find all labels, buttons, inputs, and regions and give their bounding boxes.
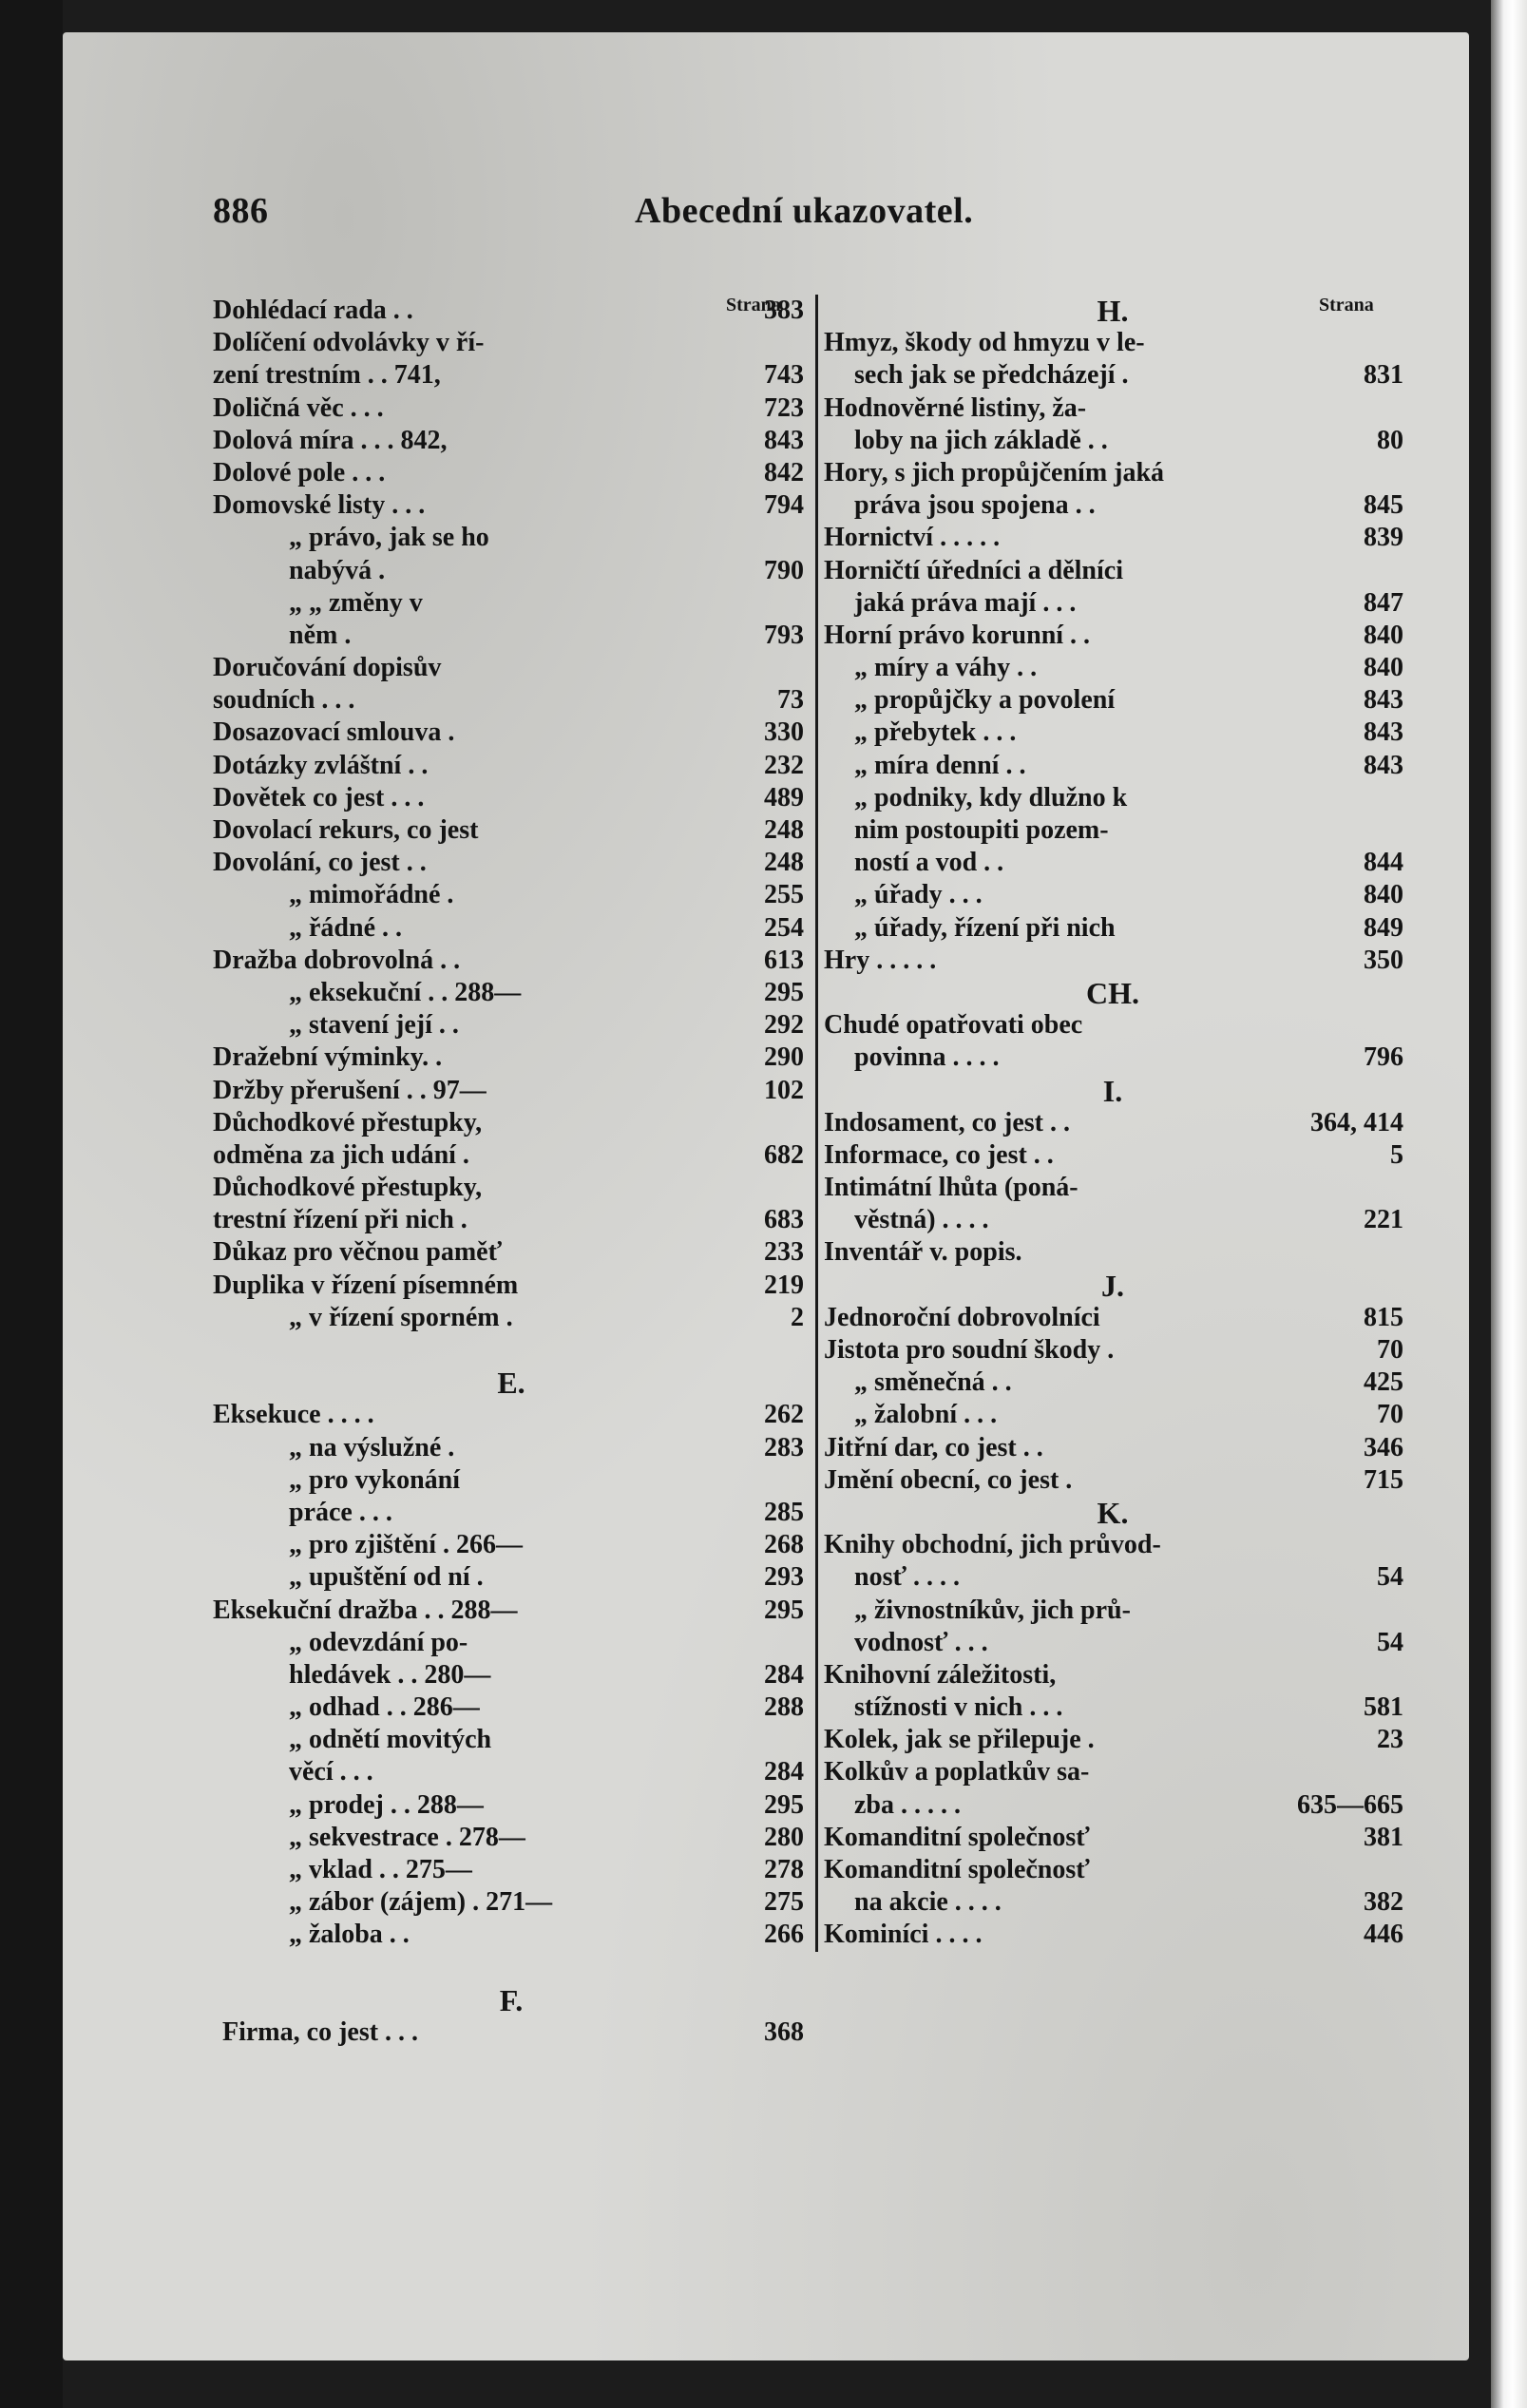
- entry-page: 293: [764, 1562, 804, 1593]
- entry-page: 262: [764, 1400, 804, 1430]
- entry-text: Dovolací rekurs, co jest: [213, 815, 479, 845]
- left-section-heading: [213, 1366, 810, 1399]
- entry-page: 330: [764, 717, 804, 748]
- entry-text: věcí . . .: [289, 1757, 373, 1787]
- entry-page: 295: [764, 1789, 804, 1820]
- right-index-entry: [818, 1659, 1407, 1691]
- entry-page: 73: [777, 685, 804, 716]
- entry-text: Firma, co jest . . .: [222, 2016, 419, 2047]
- entry-text: soudních . . .: [213, 685, 355, 716]
- right-index-entry: [818, 1204, 1407, 1236]
- left-index-entry: [213, 1691, 810, 1724]
- left-index-entry: [213, 652, 810, 684]
- entry-text: vodnosť . . .: [854, 1627, 988, 1657]
- right-index-entry: [818, 717, 1407, 749]
- left-index-entry: [213, 1172, 810, 1204]
- right-index-entry: [818, 555, 1407, 587]
- entry-page: 2: [791, 1302, 804, 1332]
- entry-text: Doličná věc . . .: [213, 392, 384, 423]
- entry-page: 843: [764, 425, 804, 455]
- entry-text: „ eksekuční . . 288—: [289, 977, 522, 1007]
- entry-text: J.: [1101, 1268, 1124, 1303]
- entry-text: E.: [497, 1366, 525, 1401]
- left-index-entry: [213, 392, 810, 425]
- entry-page: 844: [1364, 848, 1403, 878]
- entry-text: hledávek . . 280—: [289, 1659, 491, 1690]
- entry-page: 383: [764, 296, 804, 325]
- left-index-entry: [213, 1107, 810, 1139]
- entry-page: 489: [764, 782, 804, 812]
- entry-page: 845: [1364, 490, 1403, 521]
- entry-page: 364, 414: [1310, 1107, 1403, 1137]
- entry-page: 683: [764, 1205, 804, 1235]
- right-index-entry: [818, 782, 1407, 814]
- entry-text: Chudé opatřovati obec: [824, 1010, 1083, 1041]
- entry-text: Hodnověrné listiny, ža-: [824, 392, 1087, 423]
- entry-text: Eksekuce . . . .: [213, 1400, 374, 1430]
- entry-page: 254: [764, 912, 804, 943]
- left-index-entry: [213, 1822, 810, 1854]
- entry-page: 843: [1364, 750, 1403, 780]
- entry-text: věstná) . . . .: [854, 1205, 989, 1235]
- entry-text: Dohlédací rada . .: [213, 296, 413, 325]
- left-index-entry: [213, 1789, 810, 1822]
- entry-page: 346: [1364, 1432, 1403, 1462]
- entry-text: Horničtí úředníci a dělníci: [824, 555, 1123, 585]
- entry-text: zba . . . . .: [854, 1789, 961, 1820]
- right-index-entry: [818, 814, 1407, 847]
- entry-page: 248: [764, 848, 804, 878]
- left-index-entry: [213, 1075, 810, 1107]
- left-index-entry: [213, 1139, 810, 1172]
- entry-page: 793: [764, 620, 804, 650]
- left-index-entry: [213, 425, 810, 457]
- entry-page: 682: [764, 1139, 804, 1170]
- right-index-entry: [818, 1886, 1407, 1919]
- entry-page: 284: [764, 1659, 804, 1690]
- entry-page: 221: [1364, 1205, 1403, 1235]
- left-index-entry: [213, 1627, 810, 1659]
- right-page-column-label: Strana: [1319, 295, 1374, 315]
- entry-text: „ na výslužné .: [289, 1432, 455, 1462]
- entry-page: 23: [1377, 1725, 1403, 1755]
- entry-text: Jednoroční dobrovolníci: [824, 1302, 1100, 1332]
- left-index-entry: [213, 620, 810, 652]
- left-index-entry: [213, 1886, 810, 1919]
- page-number: 886: [213, 191, 269, 231]
- entry-text: loby na jich základě . .: [854, 425, 1108, 455]
- right-index-entry: [818, 847, 1407, 879]
- right-section-heading: [818, 1075, 1407, 1107]
- entry-page: 288: [764, 1692, 804, 1723]
- right-index-entry: [818, 1399, 1407, 1431]
- left-index-entry: [213, 489, 810, 522]
- left-index-entry: [213, 1952, 810, 1984]
- entry-text: něm .: [289, 620, 352, 650]
- right-index-entry: [818, 1334, 1407, 1366]
- entry-page: 743: [764, 360, 804, 391]
- entry-text: Knihovní záležitosti,: [824, 1659, 1057, 1690]
- left-index-entry: [213, 1659, 810, 1691]
- left-index-entry: [213, 1464, 810, 1497]
- entry-text: Kolkův a poplatkův sa-: [824, 1757, 1090, 1787]
- page-edge: [1491, 0, 1527, 2408]
- entry-page: 248: [764, 815, 804, 845]
- entry-page: 255: [764, 880, 804, 910]
- entry-text: „ řádné . .: [289, 912, 402, 943]
- entry-text: „ propůjčky a povolení: [854, 685, 1116, 716]
- entry-page: 613: [764, 945, 804, 975]
- entry-text: Dotázky zvláštní . .: [213, 750, 429, 780]
- entry-text: stížnosti v nich . . .: [854, 1692, 1063, 1723]
- left-index-entry: [213, 1042, 810, 1074]
- left-index-entry: [213, 1236, 810, 1269]
- left-index-entry: [213, 1497, 810, 1529]
- entry-text: „ stavení její . .: [289, 1010, 459, 1041]
- entry-text: Horní právo korunní . .: [824, 620, 1091, 650]
- left-index-entry: [213, 295, 810, 327]
- right-index-entry: [818, 1724, 1407, 1756]
- entry-text: Dosazovací smlouva .: [213, 717, 455, 748]
- right-index-entry: [818, 1822, 1407, 1854]
- entry-text: „ míra denní . .: [854, 750, 1026, 780]
- left-index-entry: [213, 912, 810, 945]
- entry-text: Důkaz pro věčnou paměť: [213, 1237, 503, 1268]
- entry-text: „ směnečná . .: [854, 1367, 1012, 1398]
- left-section-heading: [213, 1984, 810, 2016]
- entry-page: 275: [764, 1887, 804, 1918]
- entry-page: 350: [1364, 945, 1403, 975]
- entry-page: 382: [1364, 1887, 1403, 1918]
- entry-text: odměna za jich udání .: [213, 1139, 469, 1170]
- entry-page: 283: [764, 1432, 804, 1462]
- entry-page: 723: [764, 392, 804, 423]
- left-index-entry: [213, 977, 810, 1009]
- entry-page: 70: [1377, 1400, 1403, 1430]
- left-index-entry: [213, 587, 810, 620]
- entry-page: 280: [764, 1822, 804, 1852]
- entry-text: „ žalobní . . .: [854, 1400, 998, 1430]
- entry-text: „ žaloba . .: [289, 1920, 410, 1950]
- right-index-entry: [818, 1107, 1407, 1139]
- entry-page: 80: [1377, 425, 1403, 455]
- left-index-entry: [213, 1432, 810, 1464]
- entry-page: 266: [764, 1920, 804, 1950]
- entry-page: 794: [764, 490, 804, 521]
- entry-page: 635—665: [1297, 1789, 1403, 1820]
- entry-text: „ míry a váhy . .: [854, 653, 1038, 683]
- left-index-entry: [213, 1854, 810, 1886]
- scan-border: [0, 0, 63, 2408]
- entry-page: 446: [1364, 1920, 1403, 1950]
- entry-text: I.: [1102, 1073, 1123, 1108]
- left-index-entry: [213, 1334, 810, 1366]
- entry-text: „ zábor (zájem) . 271—: [289, 1887, 553, 1918]
- left-index-entry: [213, 359, 810, 392]
- entry-page: 843: [1364, 685, 1403, 716]
- entry-page: 54: [1377, 1627, 1403, 1657]
- entry-page: 796: [1364, 1042, 1403, 1073]
- entry-text: Indosament, co jest . .: [824, 1107, 1070, 1137]
- entry-text: jaká práva mají . . .: [854, 587, 1077, 618]
- entry-text: Dolíčení odvolávky v ří-: [213, 328, 485, 358]
- entry-text: Jistota pro soudní škody .: [824, 1335, 1115, 1365]
- left-index-entry: [213, 1399, 810, 1431]
- index-right-column: [815, 295, 1407, 1952]
- left-index-entry: [213, 879, 810, 911]
- entry-text: „ právo, jak se ho: [289, 523, 489, 553]
- right-index-entry: [818, 1789, 1407, 1822]
- entry-text: nabývá .: [289, 555, 386, 585]
- entry-page: 843: [1364, 717, 1403, 748]
- left-index-entry: [213, 1302, 810, 1334]
- entry-page: 840: [1364, 653, 1403, 683]
- left-index-entry: [213, 1595, 810, 1627]
- entry-text: Duplika v řízení písemném: [213, 1270, 519, 1300]
- entry-page: 295: [764, 977, 804, 1007]
- left-index-entry: [213, 1756, 810, 1788]
- entry-text: Dovolání, co jest . .: [213, 848, 427, 878]
- entry-page: 815: [1364, 1302, 1403, 1332]
- entry-text: H.: [1097, 294, 1129, 328]
- left-index-entry: [213, 1270, 810, 1302]
- entry-text: Eksekuční dražba . . 288—: [213, 1595, 518, 1625]
- right-index-entry: [818, 457, 1407, 489]
- entry-text: F.: [499, 1982, 524, 2017]
- entry-page: 232: [764, 750, 804, 780]
- right-section-heading: [818, 977, 1407, 1009]
- entry-text: Komanditní společnosť: [824, 1822, 1090, 1852]
- entry-text: „ přebytek . . .: [854, 717, 1017, 748]
- left-index-entry: [213, 717, 810, 749]
- left-index-entry: [213, 457, 810, 489]
- right-index-entry: [818, 392, 1407, 425]
- entry-page: 425: [1364, 1367, 1403, 1398]
- entry-text: Držby přerušení . . 97—: [213, 1075, 487, 1105]
- entry-text: Doručování dopisův: [213, 653, 442, 683]
- entry-text: „ živnostníkův, jich prů-: [854, 1595, 1131, 1625]
- entry-page: 715: [1364, 1464, 1403, 1495]
- right-section-heading: [818, 1270, 1407, 1302]
- right-index-entry: [818, 1529, 1407, 1561]
- left-index-entry: [213, 327, 810, 359]
- right-index-entry: [818, 425, 1407, 457]
- entry-page: 581: [1364, 1692, 1403, 1723]
- entry-page: 840: [1364, 620, 1403, 650]
- left-index-entry: [213, 684, 810, 717]
- right-index-entry: [818, 684, 1407, 717]
- right-index-entry: [818, 1756, 1407, 1788]
- index-left-column: [213, 295, 810, 2049]
- left-index-entry: [213, 1724, 810, 1756]
- entry-page: 840: [1364, 880, 1403, 910]
- entry-text: Dolová míra . . . 842,: [213, 425, 448, 455]
- entry-text: Inventář v. popis.: [824, 1237, 1022, 1268]
- entry-page: 849: [1364, 912, 1403, 943]
- right-index-entry: [818, 1432, 1407, 1464]
- right-index-entry: [818, 1366, 1407, 1399]
- entry-text: Důchodkové přestupky,: [213, 1173, 483, 1203]
- entry-page: 102: [764, 1075, 804, 1105]
- entry-page: 368: [764, 2016, 804, 2047]
- entry-text: CH.: [1086, 975, 1139, 1010]
- entry-text: „ upuštění od ní .: [289, 1562, 484, 1593]
- entry-text: nosť . . . .: [854, 1562, 961, 1593]
- right-index-entry: [818, 1172, 1407, 1204]
- left-index-entry: [213, 555, 810, 587]
- entry-text: Důchodkové přestupky,: [213, 1107, 483, 1137]
- entry-text: práce . . .: [289, 1497, 392, 1527]
- entry-page: 219: [764, 1270, 804, 1300]
- entry-page: 295: [764, 1595, 804, 1625]
- right-index-entry: [818, 489, 1407, 522]
- entry-text: „ odevzdání po-: [289, 1627, 468, 1657]
- left-index-entry: [213, 1561, 810, 1594]
- entry-page: 790: [764, 555, 804, 585]
- entry-text: Hry . . . . .: [824, 945, 937, 975]
- entry-text: Dolové pole . . .: [213, 457, 386, 487]
- entry-text: „ v řízení sporném .: [289, 1302, 513, 1332]
- entry-text: „ „ změny v: [289, 587, 423, 618]
- entry-page: 831: [1364, 360, 1403, 391]
- left-index-entry: [213, 1919, 810, 1951]
- entry-page: 381: [1364, 1822, 1403, 1852]
- right-index-entry: [818, 1302, 1407, 1334]
- entry-page: 278: [764, 1855, 804, 1884]
- entry-text: Informace, co jest . .: [824, 1139, 1054, 1170]
- left-index-entry: [213, 2016, 810, 2049]
- entry-text: „ sekvestrace . 278—: [289, 1822, 525, 1852]
- entry-text: „ pro vykonání: [289, 1464, 460, 1495]
- left-page-column-label: Strana: [726, 295, 781, 315]
- right-index-entry: [818, 1236, 1407, 1269]
- entry-text: Hmyz, škody od hmyzu v le-: [824, 328, 1145, 358]
- entry-page: 292: [764, 1010, 804, 1041]
- entry-page: 290: [764, 1042, 804, 1073]
- left-index-entry: [213, 1009, 810, 1042]
- right-index-entry: [818, 750, 1407, 782]
- right-index-entry: [818, 1595, 1407, 1627]
- right-index-entry: [818, 1464, 1407, 1497]
- left-index-entry: [213, 945, 810, 977]
- entry-page: 268: [764, 1530, 804, 1560]
- entry-text: Dražební výminky. .: [213, 1042, 443, 1073]
- entry-text: ností a vod . .: [854, 848, 1004, 878]
- right-index-entry: [818, 522, 1407, 554]
- right-index-entry: [818, 945, 1407, 977]
- right-index-entry: [818, 587, 1407, 620]
- entry-page: 842: [764, 457, 804, 487]
- entry-page: 839: [1364, 523, 1403, 553]
- right-index-entry: [818, 1627, 1407, 1659]
- left-index-entry: [213, 750, 810, 782]
- entry-page: 284: [764, 1757, 804, 1787]
- entry-text: trestní řízení při nich .: [213, 1205, 468, 1235]
- right-index-entry: [818, 1042, 1407, 1074]
- entry-text: Dražba dobrovolná . .: [213, 945, 461, 975]
- entry-page: 847: [1364, 587, 1403, 618]
- entry-page: 70: [1377, 1335, 1403, 1365]
- entry-text: „ vklad . . 275—: [289, 1855, 472, 1884]
- entry-text: Knihy obchodní, jich průvod-: [824, 1530, 1161, 1560]
- right-index-entry: [818, 1009, 1407, 1042]
- entry-text: Domovské listy . . .: [213, 490, 426, 521]
- entry-text: na akcie . . . .: [854, 1887, 1002, 1918]
- right-index-entry: [818, 1561, 1407, 1594]
- entry-text: „ mimořádné .: [289, 880, 454, 910]
- left-index-entry: [213, 814, 810, 847]
- entry-text: K.: [1097, 1495, 1129, 1530]
- right-index-entry: [818, 327, 1407, 359]
- entry-text: „ podniky, kdy dlužno k: [854, 782, 1128, 812]
- entry-page: 285: [764, 1497, 804, 1527]
- entry-text: Jitřní dar, co jest . .: [824, 1432, 1043, 1462]
- right-index-entry: [818, 652, 1407, 684]
- left-index-entry: [213, 522, 810, 554]
- right-index-entry: [818, 1919, 1407, 1951]
- right-index-entry: [818, 912, 1407, 945]
- entry-text: Kolek, jak se přilepuje .: [824, 1725, 1095, 1755]
- entry-text: Hornictví . . . . .: [824, 523, 1001, 553]
- entry-text: „ prodej . . 288—: [289, 1789, 484, 1820]
- entry-text: „ úřady . . .: [854, 880, 983, 910]
- right-section-heading: [818, 1497, 1407, 1529]
- entry-page: 5: [1390, 1139, 1403, 1170]
- right-index-entry: [818, 1854, 1407, 1886]
- right-index-entry: [818, 359, 1407, 392]
- left-index-entry: [213, 1529, 810, 1561]
- entry-text: sech jak se předcházejí .: [854, 360, 1129, 391]
- entry-text: Intimátní lhůta (poná-: [824, 1173, 1078, 1203]
- right-index-entry: [818, 879, 1407, 911]
- entry-text: práva jsou spojena . .: [854, 490, 1096, 521]
- page-title: Abecední ukazovatel.: [635, 191, 974, 231]
- right-index-entry: [818, 620, 1407, 652]
- entry-text: nim postoupiti pozem-: [854, 815, 1109, 845]
- entry-text: „ odhad . . 286—: [289, 1692, 480, 1723]
- left-index-entry: [213, 782, 810, 814]
- right-section-heading: [818, 295, 1407, 327]
- entry-text: Dovětek co jest . . .: [213, 782, 425, 812]
- right-index-entry: [818, 1139, 1407, 1172]
- entry-text: Komanditní společnosť: [824, 1855, 1090, 1884]
- entry-text: zení trestním . . 741,: [213, 360, 441, 391]
- entry-text: Jmění obecní, co jest .: [824, 1464, 1073, 1495]
- entry-text: Kominíci . . . .: [824, 1920, 983, 1950]
- entry-text: „ odnětí movitých: [289, 1725, 492, 1755]
- entry-text: Hory, s jich propůjčením jaká: [824, 457, 1165, 487]
- left-index-entry: [213, 1204, 810, 1236]
- left-index-entry: [213, 847, 810, 879]
- entry-page: 54: [1377, 1562, 1403, 1593]
- entry-text: povinna . . . .: [854, 1042, 1000, 1073]
- right-index-entry: [818, 1691, 1407, 1724]
- entry-text: „ úřady, řízení při nich: [854, 912, 1116, 943]
- entry-page: 233: [764, 1237, 804, 1268]
- entry-text: „ pro zjištění . 266—: [289, 1530, 524, 1560]
